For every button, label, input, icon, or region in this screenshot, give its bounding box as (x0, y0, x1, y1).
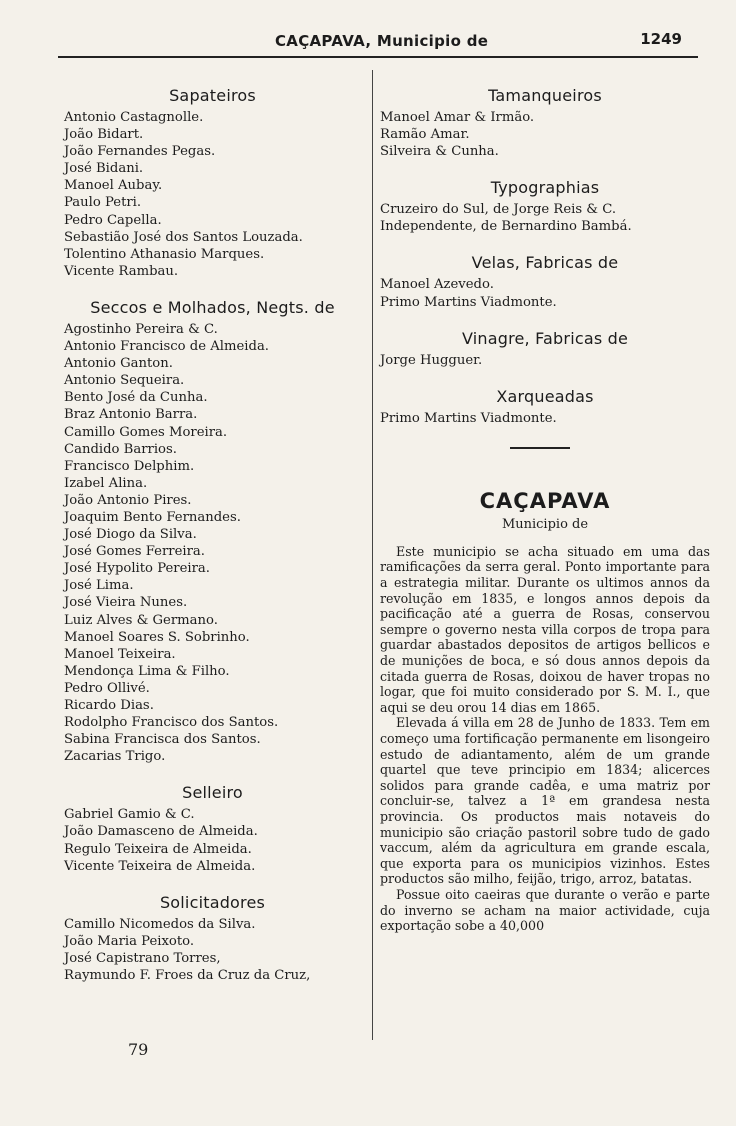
directory-entry: Braz Antonio Barra. (64, 407, 198, 423)
directory-section (380, 178, 710, 235)
directory-entry: João Maria Peixoto. (64, 933, 195, 949)
directory-entry: José Bidani. (64, 161, 144, 177)
directory-entry: Tolentino Athanasio Marques. (64, 246, 265, 262)
town-description (380, 544, 710, 934)
directory-section (60, 86, 365, 280)
directory-entry: Ricardo Dias. (64, 698, 154, 713)
section-heading: Velas, Fabricas de (471, 253, 619, 273)
section-heading: Tamanqueiros (488, 86, 602, 105)
directory-entry: Gabriel Gamio & C. (64, 807, 195, 823)
directory-entry: Raymundo F. Froes da Cruz da Cruz, (64, 968, 311, 984)
directory-entry: Mendonça Lima & Filho. (64, 663, 230, 679)
directory-entry: Manoel Amar & Irmão. (380, 110, 535, 125)
directory-section (60, 783, 365, 874)
directory-entry: Zacarias Trigo. (64, 749, 166, 765)
town-title: CAÇAPAVA (479, 488, 611, 513)
directory-entry: Antonio Castagnolle. (64, 110, 204, 125)
directory-entry: José Vieira Nunes. (64, 595, 188, 611)
directory-entry: Izabel Alina. (64, 475, 148, 491)
directory-entry: Paulo Petri. (64, 195, 142, 211)
directory-entry: Vicente Teixeira de Almeida. (64, 858, 256, 874)
directory-entry: Candido Barrios. (64, 441, 177, 457)
directory-entry: Antonio Sequeira. (64, 373, 185, 389)
directory-entry: Independente, de Bernardino Bambá. (380, 219, 632, 235)
directory-entry: Manoel Soares S. Sobrinho. (64, 629, 250, 645)
section-heading: Seccos e Molhados, Negts. de (90, 297, 335, 317)
description-paragraph: Elevada á villa em 28 de Junho de 1833. Tem em começo uma fortificação permanente em lisongeiro estudo de adiantamento, além de um grande quartel que teve principio em 1834; alicerces solidos para grande cadêa, e uma matriz por concluir-se, talvez a 1ª em grandesa nesta provincia. Os productos mais notaveis do municipio são criação pastoril sobre tudo de gado vaccum, além da agricultura em grande escala, que exporta para os municipios vizinhos. Estes productos são milho, feijão, trigo, arroz, batatas. (380, 715, 710, 887)
directory-entry: Manoel Teixeira. (64, 646, 176, 662)
section-heading: Vinagre, Fabricas de (461, 328, 629, 348)
directory-entry: Primo Martins Viadmonte. (380, 294, 557, 310)
section-divider (510, 447, 570, 449)
running-title: CAÇAPAVA, Municipio de (275, 32, 489, 50)
town-subtitle: Municipio de (501, 516, 589, 532)
directory-entry: José Lima. (64, 578, 134, 594)
directory-section (60, 893, 365, 984)
directory-entry: José Hypolito Pereira. (64, 561, 210, 577)
section-heading: Solicitadores (159, 892, 266, 912)
section-heading: Sapateiros (169, 86, 256, 105)
directory-entry: Jorge Hugguer. (380, 352, 483, 368)
header-rule (58, 56, 698, 58)
directory-entry: Antonio Ganton. (64, 356, 173, 372)
directory-entry: João Bidart. (64, 127, 144, 143)
directory-entry: Antonio Francisco de Almeida. (64, 339, 269, 355)
directory-section (380, 253, 710, 310)
directory-entry: Luiz Alves & Germano. (64, 612, 218, 628)
right-column (380, 80, 710, 934)
column-divider (372, 70, 373, 1040)
directory-section (380, 86, 710, 160)
directory-entry: Primo Martins Viadmonte. (380, 410, 557, 426)
section-heading: Typographias (490, 178, 600, 198)
directory-entry: João Damasceno de Almeida. (64, 824, 258, 840)
footer-page-number: 79 (128, 1040, 149, 1059)
directory-entry: Regulo Teixeira de Almeida. (64, 841, 252, 857)
directory-entry: José Gomes Ferreira. (64, 544, 205, 560)
directory-section (380, 387, 710, 427)
directory-entry: Pedro Ollivé. (64, 680, 150, 696)
directory-entry: Joaquim Bento Fernandes. (64, 509, 241, 525)
section-heading: Xarqueadas (496, 386, 594, 406)
directory-entry: Silveira & Cunha. (380, 144, 499, 160)
directory-entry: Vicente Rambau. (64, 263, 179, 279)
directory-entry: Manoel Azevedo. (380, 277, 494, 293)
directory-section (380, 329, 710, 369)
description-paragraph: Possue oito caeiras que durante o verão e parte do inverno se acham na maior actividade, cuja exportação sobe a 40,000 (380, 886, 710, 934)
directory-entry: José Diogo da Silva. (64, 527, 197, 543)
directory-entry: Francisco Delphim. (64, 458, 195, 474)
left-column (60, 80, 365, 1002)
directory-entry: Bento José da Cunha. (64, 390, 208, 406)
directory-entry: Sebastião José dos Santos Louzada. (64, 229, 303, 245)
directory-entry: Manoel Aubay. (64, 178, 163, 194)
directory-entry: Camillo Gomes Moreira. (64, 424, 228, 440)
directory-entry: Sabina Francisca dos Santos. (64, 732, 261, 748)
directory-entry: Agostinho Pereira & C. (64, 321, 218, 337)
directory-entry: Camillo Nicomedos da Silva. (64, 916, 256, 932)
directory-entry: João Fernandes Pegas. (64, 144, 216, 160)
section-heading: Selleiro (182, 783, 243, 803)
directory-entry: Pedro Capella. (64, 212, 162, 228)
description-paragraph: Este municipio se acha situado em uma das ramificações da serra geral. Ponto importante para a estrategia militar. Durante os ultimos annos da revolução em 1835, e longos annos depois da pacificação até a guerra de Rosas, conservou sempre o governo nesta villa corpos de tropa para guardar abastados depositos de artigos bellicos e de munições de boca, e só dous annos depois da citada guerra de Rosas, doixou de haver tropas no logar, que foi muito considerado por S. M. I., que aqui se deu orou 14 dias em 1865. (380, 543, 710, 715)
page-number: 1249 (640, 30, 682, 48)
directory-entry: Rodolpho Francisco dos Santos. (64, 715, 279, 731)
directory-entry: Cruzeiro do Sul, de Jorge Reis & C. (380, 202, 617, 218)
directory-section (60, 298, 365, 765)
directory-entry: João Antonio Pires. (64, 492, 192, 508)
directory-entry: José Capistrano Torres, (64, 950, 221, 966)
directory-entry: Ramão Amar. (380, 127, 470, 143)
